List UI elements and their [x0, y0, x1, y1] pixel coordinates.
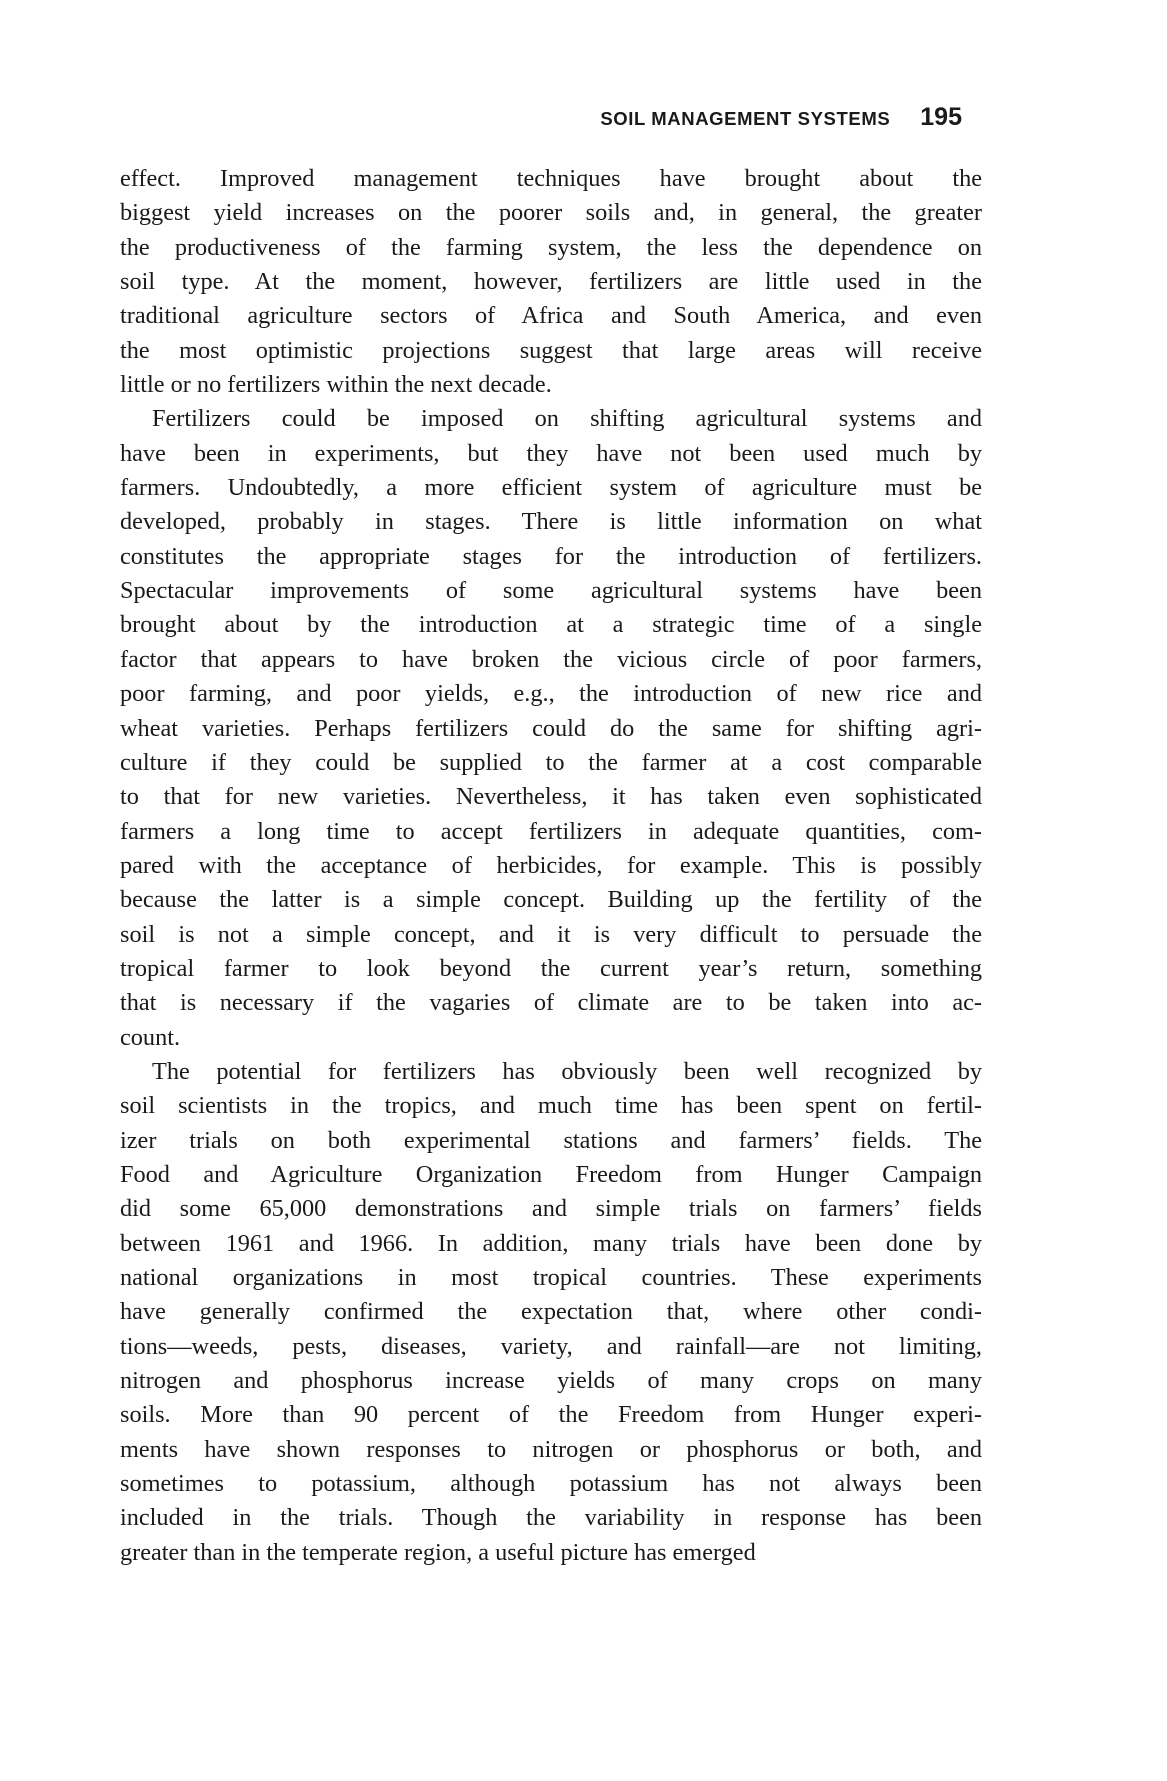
text-line: developed, probably in stages. There is little information on what: [120, 508, 982, 536]
text-line: sometimes to potassium, although potassium has not always been: [120, 1470, 982, 1498]
text-line: culture if they could be supplied to the farmer at a cost comparable: [120, 748, 982, 776]
text-line: ments have shown responses to nitrogen or phosphorus or both, and: [120, 1435, 982, 1463]
text-line: because the latter is a simple concept. Building up the fertility of the: [120, 886, 982, 914]
text-line: constitutes the appropriate stages for the introduction of fertilizers.: [120, 542, 982, 570]
text-line: the most optimistic projections suggest that large areas will receive: [120, 336, 982, 364]
text-line: to that for new varieties. Nevertheless, it has taken even sophisticated: [120, 783, 982, 811]
paragraph: [120, 1055, 982, 1570]
text-line: that is necessary if the vagaries of climate are to be taken into ac-: [120, 989, 982, 1017]
text-line: have been in experiments, but they have not been used much by: [120, 439, 982, 467]
paragraph: [120, 402, 982, 1055]
text-line: Fertilizers could be imposed on shifting agricultural systems and: [152, 405, 982, 433]
running-head-title: SOIL MANAGEMENT SYSTEMS: [600, 108, 891, 129]
text-line: greater than in the temperate region, a useful picture has emerged: [120, 1538, 756, 1566]
text-line: soil type. At the moment, however, fertilizers are little used in the: [120, 268, 982, 296]
text-line: effect. Improved management techniques have brought about the: [120, 165, 982, 192]
text-line: tropical farmer to look beyond the current year’s return, something: [120, 954, 982, 982]
paragraph: [120, 162, 982, 402]
text-line: factor that appears to have broken the vicious circle of poor farmers,: [120, 645, 982, 673]
text-line: soil is not a simple concept, and it is very difficult to persuade the: [120, 920, 982, 948]
text-line: Food and Agriculture Organization Freedom from Hunger Campaign: [120, 1160, 982, 1188]
text-line: wheat varieties. Perhaps fertilizers could do the same for shifting agri-: [120, 714, 982, 742]
text-line: biggest yield increases on the poorer soils and, in general, the greater: [120, 199, 982, 227]
text-line: little or no fertilizers within the next decade.: [120, 371, 552, 399]
text-line: the productiveness of the farming system, the less the dependence on: [120, 233, 982, 261]
body-text: [120, 162, 982, 1570]
text-line: soils. More than 90 percent of the Freedom from Hunger experi-: [120, 1401, 982, 1429]
text-line: poor farming, and poor yields, e.g., the introduction of new rice and: [120, 680, 982, 708]
text-line: brought about by the introduction at a strategic time of a single: [120, 611, 982, 639]
text-line: national organizations in most tropical countries. These experiments: [120, 1264, 982, 1291]
text-line: did some 65,000 demonstrations and simple trials on farmers’ fields: [120, 1195, 982, 1223]
text-line: The potential for fertilizers has obviously been well recognized by: [152, 1057, 982, 1085]
text-line: between 1961 and 1966. In addition, many trials have been done by: [120, 1229, 982, 1257]
text-line: count.: [120, 1023, 181, 1051]
page-number: 195: [920, 103, 962, 131]
text-line: farmers. Undoubtedly, a more efficient system of agriculture must be: [120, 474, 982, 502]
text-line: farmers a long time to accept fertilizers in adequate quantities, com-: [120, 817, 982, 845]
running-head: [600, 103, 962, 132]
text-line: Spectacular improvements of some agricultural systems have been: [120, 577, 982, 605]
text-line: included in the trials. Though the variability in response has been: [120, 1504, 982, 1532]
text-line: soil scientists in the tropics, and much time has been spent on fertil-: [120, 1092, 982, 1120]
text-line: traditional agriculture sectors of Africa and South America, and even: [120, 302, 982, 330]
text-line: tions—weeds, pests, diseases, variety, and rainfall—are not limiting,: [120, 1332, 982, 1360]
text-line: pared with the acceptance of herbicides, for example. This is possibly: [120, 851, 982, 879]
text-line: izer trials on both experimental stations and farmers’ fields. The: [120, 1126, 982, 1154]
text-line: have generally confirmed the expectation that, where other condi-: [120, 1298, 982, 1326]
text-line: nitrogen and phosphorus increase yields of many crops on many: [120, 1367, 982, 1395]
